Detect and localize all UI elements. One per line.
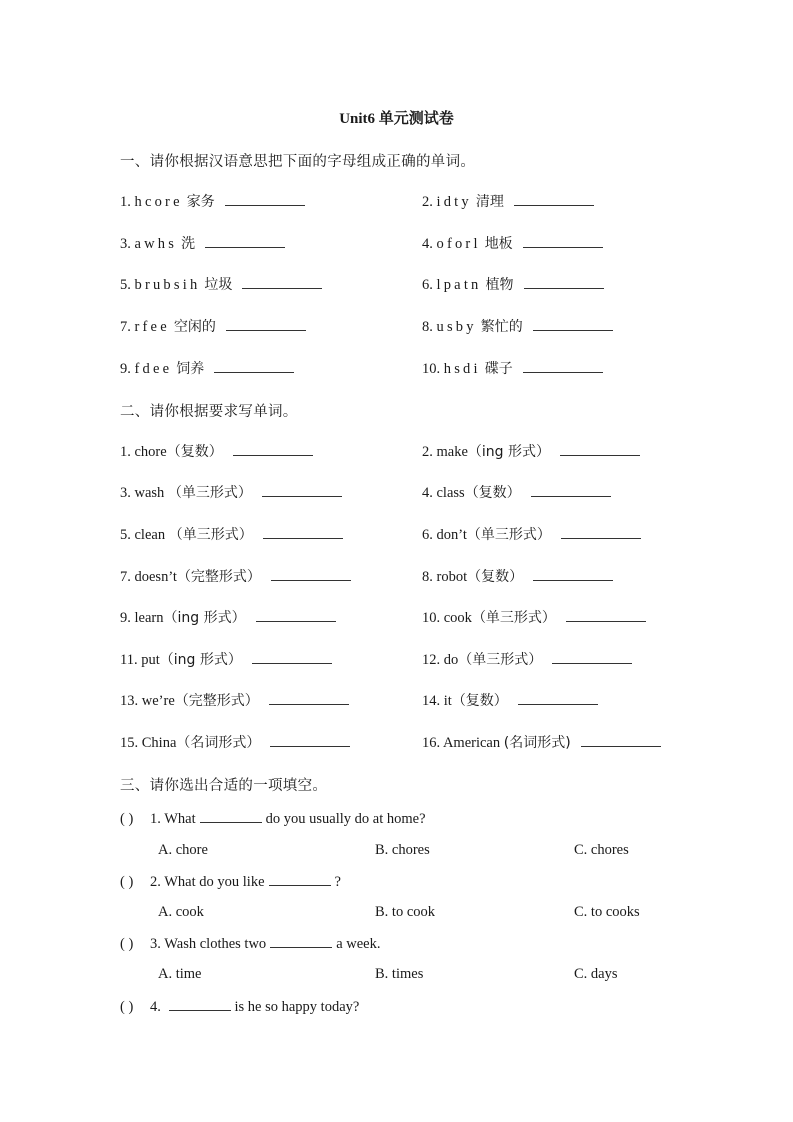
base-word: it bbox=[443, 693, 452, 709]
answer-blank[interactable] bbox=[533, 568, 613, 581]
item-number: 9. bbox=[120, 361, 131, 377]
mc-question-4 bbox=[120, 998, 359, 1016]
s2-item-11 bbox=[120, 649, 332, 669]
requirement: （完整形式） bbox=[174, 693, 259, 709]
answer-blank[interactable] bbox=[242, 276, 322, 289]
base-word: we’re bbox=[141, 693, 175, 709]
question-text: is he so happy today? bbox=[234, 999, 360, 1015]
s2-item-13 bbox=[120, 690, 349, 710]
question-number: 2. bbox=[150, 874, 161, 890]
s1-item-3 bbox=[120, 233, 285, 253]
item-number: 4. bbox=[422, 236, 433, 252]
scrambled-letters: fdee bbox=[134, 361, 173, 377]
item-number: 6. bbox=[422, 277, 433, 293]
item-number: 16. bbox=[422, 735, 441, 751]
s2-item-2 bbox=[422, 441, 640, 461]
answer-blank[interactable] bbox=[214, 360, 294, 373]
s1-item-5 bbox=[120, 274, 322, 294]
section1-heading: 一、请你根据汉语意思把下面的字母组成正确的单词。 bbox=[120, 154, 476, 170]
chinese-meaning: 植物 bbox=[485, 277, 514, 293]
scrambled-letters: hsdi bbox=[443, 361, 481, 377]
requirement: （复数） bbox=[166, 444, 223, 460]
base-word: clean bbox=[134, 527, 166, 543]
requirement: （复数） bbox=[451, 693, 508, 709]
answer-blank[interactable] bbox=[256, 609, 336, 622]
base-word: wash bbox=[134, 485, 165, 501]
answer-blank[interactable] bbox=[269, 692, 349, 705]
base-word: robot bbox=[436, 569, 468, 585]
s2-item-16 bbox=[422, 732, 661, 752]
item-number: 6. bbox=[422, 527, 433, 543]
scrambled-letters: usby bbox=[436, 319, 477, 335]
item-number: 10. bbox=[422, 361, 441, 377]
item-number: 7. bbox=[120, 569, 131, 585]
item-number: 2. bbox=[422, 444, 433, 460]
requirement: （完整形式） bbox=[176, 569, 261, 585]
base-word: doesn’t bbox=[134, 569, 177, 585]
option-c: C. days bbox=[574, 966, 618, 982]
scrambled-letters: idty bbox=[436, 194, 472, 210]
s1-item-6 bbox=[422, 274, 604, 294]
item-number: 2. bbox=[422, 194, 433, 210]
chinese-meaning: 洗 bbox=[181, 236, 196, 252]
section2-heading: 二、请你根据要求写单词。 bbox=[120, 404, 298, 420]
option-b: B. times bbox=[375, 966, 424, 982]
s1-item-9 bbox=[120, 358, 294, 378]
requirement: （单三形式） bbox=[466, 527, 551, 543]
requirement: （单三形式） bbox=[167, 485, 252, 501]
section3-heading: 三、请你选出合适的一项填空。 bbox=[120, 778, 328, 794]
answer-blank[interactable] bbox=[523, 235, 603, 248]
answer-blank[interactable] bbox=[252, 651, 332, 664]
scrambled-letters: rfee bbox=[134, 319, 170, 335]
requirement: （复数） bbox=[464, 485, 521, 501]
item-number: 1. bbox=[120, 444, 131, 460]
option-c: C. to cooks bbox=[574, 904, 640, 920]
answer-blank[interactable] bbox=[533, 318, 613, 331]
item-number: 4. bbox=[422, 485, 433, 501]
requirement: （单三形式） bbox=[471, 610, 556, 626]
s2-item-7 bbox=[120, 566, 351, 586]
answer-blank[interactable] bbox=[531, 484, 611, 497]
answer-blank[interactable] bbox=[560, 443, 640, 456]
s2-item-12 bbox=[422, 649, 632, 669]
item-number: 13. bbox=[120, 693, 139, 709]
mc-question-1 bbox=[120, 810, 426, 828]
answer-blank[interactable] bbox=[233, 443, 313, 456]
option-b: B. chores bbox=[375, 842, 430, 858]
s1-item-1 bbox=[120, 191, 305, 211]
answer-blank[interactable] bbox=[226, 318, 306, 331]
chinese-meaning: 繁忙的 bbox=[480, 319, 523, 335]
question-text: do you usually do at home? bbox=[265, 811, 426, 827]
mc-question-3 bbox=[120, 935, 380, 953]
answer-bracket[interactable]: ( ) bbox=[120, 999, 134, 1015]
s1-item-7 bbox=[120, 316, 306, 336]
inline-blank bbox=[270, 935, 332, 948]
s1-item-2 bbox=[422, 191, 594, 211]
s2-item-15 bbox=[120, 732, 350, 752]
item-number: 8. bbox=[422, 319, 433, 335]
answer-blank[interactable] bbox=[271, 568, 351, 581]
item-number: 12. bbox=[422, 652, 441, 668]
base-word: China bbox=[141, 735, 177, 751]
base-word: class bbox=[436, 485, 465, 501]
answer-bracket[interactable]: ( ) bbox=[120, 874, 134, 890]
requirement: （名词形式） bbox=[176, 735, 261, 751]
s2-item-3 bbox=[120, 482, 342, 502]
s2-item-6 bbox=[422, 524, 641, 544]
item-number: 3. bbox=[120, 485, 131, 501]
s1-item-10 bbox=[422, 358, 603, 378]
option-b: B. to cook bbox=[375, 904, 436, 920]
chinese-meaning: 清理 bbox=[475, 194, 504, 210]
s1-item-4 bbox=[422, 233, 603, 253]
item-number: 10. bbox=[422, 610, 441, 626]
base-word: chore bbox=[134, 444, 167, 460]
requirement: （单三形式） bbox=[168, 527, 253, 543]
question-text: a week. bbox=[336, 936, 381, 952]
base-word: American bbox=[442, 735, 501, 751]
inline-blank bbox=[269, 873, 331, 886]
base-word: learn bbox=[134, 610, 164, 626]
question-text: What bbox=[164, 811, 196, 827]
s2-item-4 bbox=[422, 482, 611, 502]
question-text: What do you like bbox=[164, 874, 265, 890]
base-word: do bbox=[443, 652, 459, 668]
s2-item-8 bbox=[422, 566, 613, 586]
item-number: 7. bbox=[120, 319, 131, 335]
answer-blank[interactable] bbox=[262, 484, 342, 497]
base-word: make bbox=[436, 444, 468, 460]
item-number: 8. bbox=[422, 569, 433, 585]
answer-blank[interactable] bbox=[263, 526, 343, 539]
chinese-meaning: 地板 bbox=[484, 236, 513, 252]
answer-blank[interactable] bbox=[524, 276, 604, 289]
page-title: Unit6 单元测试卷 bbox=[339, 111, 454, 127]
requirement: （复数） bbox=[467, 569, 524, 585]
scrambled-letters: lpatn bbox=[436, 277, 482, 293]
item-number: 3. bbox=[120, 236, 131, 252]
question-number: 1. bbox=[150, 811, 161, 827]
s2-item-9 bbox=[120, 607, 336, 627]
inline-blank bbox=[169, 998, 231, 1011]
option-a: A. time bbox=[158, 966, 202, 982]
answer-blank[interactable] bbox=[514, 193, 594, 206]
item-number: 1. bbox=[120, 194, 131, 210]
s2-item-14 bbox=[422, 690, 598, 710]
question-number: 4. bbox=[150, 999, 161, 1015]
answer-blank[interactable] bbox=[552, 651, 632, 664]
option-a: A. chore bbox=[158, 842, 208, 858]
s2-item-1 bbox=[120, 441, 313, 461]
question-number: 3. bbox=[150, 936, 161, 952]
item-number: 15. bbox=[120, 735, 139, 751]
question-text: Wash clothes two bbox=[164, 936, 267, 952]
item-number: 5. bbox=[120, 277, 131, 293]
option-a: A. cook bbox=[158, 904, 204, 920]
answer-blank[interactable] bbox=[581, 734, 661, 747]
answer-blank[interactable] bbox=[523, 360, 603, 373]
chinese-meaning: 垃圾 bbox=[204, 277, 233, 293]
s2-item-10 bbox=[422, 607, 646, 627]
scrambled-letters: awhs bbox=[134, 236, 178, 252]
item-number: 14. bbox=[422, 693, 441, 709]
answer-blank[interactable] bbox=[205, 235, 285, 248]
requirement: (名词形式) bbox=[503, 735, 571, 751]
answer-bracket[interactable]: ( ) bbox=[120, 811, 134, 827]
chinese-meaning: 碟子 bbox=[484, 361, 513, 377]
item-number: 5. bbox=[120, 527, 131, 543]
answer-blank[interactable] bbox=[225, 193, 305, 206]
question-text: ? bbox=[334, 874, 341, 890]
answer-bracket[interactable]: ( ) bbox=[120, 936, 134, 952]
s1-item-8 bbox=[422, 316, 613, 336]
inline-blank bbox=[200, 810, 262, 823]
scrambled-letters: hcore bbox=[134, 194, 183, 210]
requirement: （ing 形式） bbox=[159, 652, 242, 668]
answer-blank[interactable] bbox=[561, 526, 641, 539]
option-c: C. chores bbox=[574, 842, 629, 858]
item-number: 9. bbox=[120, 610, 131, 626]
scrambled-letters: brubsih bbox=[134, 277, 201, 293]
item-number: 11. bbox=[120, 652, 138, 668]
base-word: put bbox=[141, 652, 160, 668]
chinese-meaning: 空闲的 bbox=[173, 319, 216, 335]
mc-question-2 bbox=[120, 873, 341, 891]
requirement: （ing 形式） bbox=[467, 444, 551, 460]
answer-blank[interactable] bbox=[270, 734, 350, 747]
requirement: （ing 形式） bbox=[163, 610, 246, 626]
scrambled-letters: oforl bbox=[436, 236, 481, 252]
chinese-meaning: 饲养 bbox=[176, 361, 205, 377]
requirement: （单三形式） bbox=[458, 652, 543, 668]
base-word: cook bbox=[443, 610, 472, 626]
answer-blank[interactable] bbox=[566, 609, 646, 622]
base-word: don’t bbox=[436, 527, 467, 543]
answer-blank[interactable] bbox=[518, 692, 598, 705]
chinese-meaning: 家务 bbox=[186, 194, 215, 210]
s2-item-5 bbox=[120, 524, 343, 544]
